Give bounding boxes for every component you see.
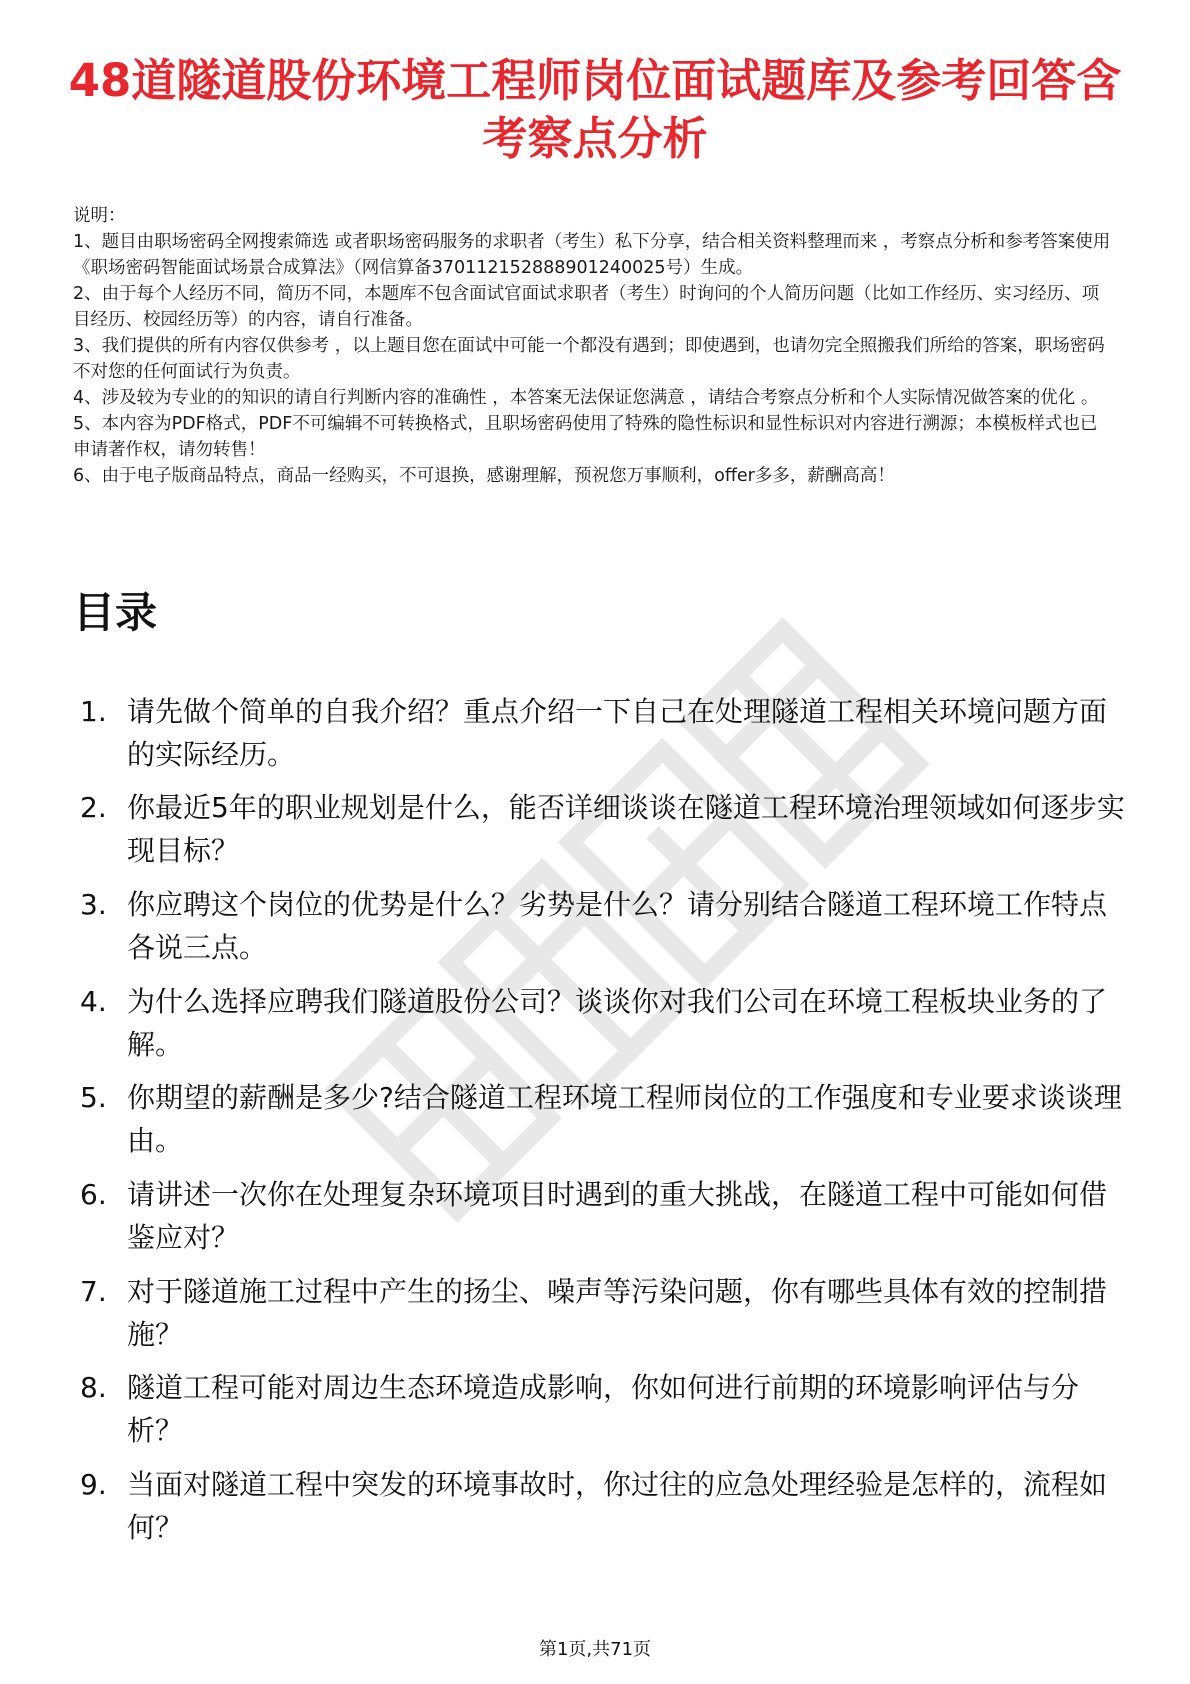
toc-heading: 目录 (73, 588, 158, 637)
toc-item-number: 2. (80, 791, 107, 824)
toc-item-text: 你应聘这个岗位的优势是什么？劣势是什么？请分别结合隧道工程环境工作特点各说三点。 (127, 888, 1108, 964)
note-item-6: 6、由于电子版商品特点，商品一经购买，不可退换，感谢理解，预祝您万事顺利，offer多多，薪酬高高！ (73, 466, 895, 486)
note-item-2: 2、由于每个人经历不同，简历不同，本题库不包含面试官面试求职者（考生）时询问的个人简历问题（比如工作经历、实习经历、项目经历、校园经历等）的内容，请自行准备。 (73, 284, 1100, 330)
document-title: 48道隧道股份环境工程师岗位面试题库及参考回答含考察点分析 (68, 54, 1122, 165)
toc-item-text: 当面对隧道工程中突发的环境事故时，你过往的应急处理经验是怎样的，流程如何？ (127, 1468, 1108, 1544)
notes-heading: 说明： (73, 206, 126, 226)
page-footer: 第1页,共71页 (538, 1639, 652, 1660)
toc-item-number: 9. (80, 1468, 107, 1501)
toc-item-text: 你最近5年的职业规划是什么，能否详细谈谈在隧道工程环境治理领域如何逐步实现目标？ (127, 791, 1125, 867)
toc-item-number: 3. (80, 888, 107, 921)
note-item-1: 1、题目由职场密码全网搜索筛选 或者职场密码服务的求职者（考生）私下分享，结合相关资料整理而来 ，考察点分析和参考答案使用《职场密码智能面试场景合成算法》（网信算备370112152888901240025号）生成。 (73, 232, 1111, 278)
toc-item-text: 为什么选择应聘我们隧道股份公司？谈谈你对我们公司在环境工程板块业务的了解。 (127, 985, 1108, 1061)
toc-item-number: 1. (80, 695, 107, 728)
note-item-5: 5、本内容为PDF格式，PDF不可编辑不可转换格式，且职场密码使用了特殊的隐性标识和显性标识对内容进行溯源；本模板样式也已申请著作权，请勿转售！ (73, 414, 1098, 460)
toc-item-number: 7. (80, 1275, 107, 1308)
toc-item-number: 5. (80, 1081, 107, 1114)
toc-item-number: 8. (80, 1371, 107, 1404)
toc-item-text: 请先做个简单的自我介绍？重点介绍一下自己在处理隧道工程相关环境问题方面的实际经历。 (127, 695, 1108, 771)
toc-item-text: 隧道工程可能对周边生态环境造成影响，你如何进行前期的环境影响评估与分析？ (127, 1371, 1080, 1447)
toc-item-text: 请讲述一次你在处理复杂环境项目时遇到的重大挑战，在隧道工程中可能如何借鉴应对？ (127, 1178, 1108, 1254)
note-item-4: 4、涉及较为专业的的知识的请自行判断内容的准确性 ，本答案无法保证您满意 ，请结合考察点分析和个人实际情况做答案的优化 。 (73, 388, 1099, 408)
toc-item-number: 4. (80, 985, 107, 1018)
notes-section (73, 203, 1113, 489)
toc-item-text: 对于隧道施工过程中产生的扬尘、噪声等污染问题，你有哪些具体有效的控制措施？ (127, 1275, 1108, 1351)
toc-item-number: 6. (80, 1178, 107, 1211)
toc-item-text: 你期望的薪酬是多少?结合隧道工程环境工程师岗位的工作强度和专业要求谈谈理由。 (127, 1081, 1122, 1157)
note-item-3: 3、我们提供的所有内容仅供参考 ，以上题目您在面试中可能一个都没有遇到；即使遇到，也请勿完全照搬我们所给的答案，职场密码不对您的任何面试行为负责。 (73, 336, 1105, 382)
